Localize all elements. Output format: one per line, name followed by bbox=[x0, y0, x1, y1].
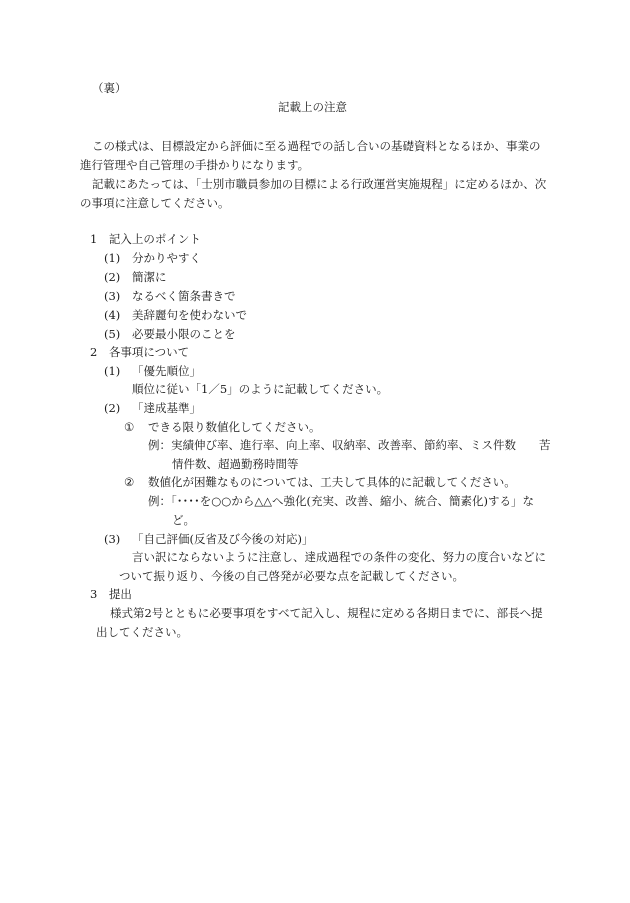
section-3-text: 様式第2号とともに必要事項をすべて記入し、規程に定める各期日までに、部長へ提 bbox=[110, 606, 543, 620]
example-line: 例：「････を○○から△△へ強化(充実、改善、縮小、統合、簡素化)する」な bbox=[148, 494, 534, 508]
list-item-number: (3) bbox=[104, 289, 121, 303]
circled-number: ② bbox=[124, 475, 135, 489]
list-item-number: (4) bbox=[104, 308, 121, 322]
list-item-text: 必要最小限のことを bbox=[132, 327, 236, 341]
list-item-text: 「達成基準」 bbox=[132, 401, 201, 415]
intro-line: この様式は、目標設定から評価に至る過程での話し合いの基礎資料となるほか、事業の bbox=[92, 139, 541, 153]
list-item-number: (2) bbox=[104, 270, 121, 284]
list-item-number: (1) bbox=[104, 251, 121, 265]
intro-line: の事項に注意してください。 bbox=[80, 196, 230, 210]
item-note: 順位に従い「1／5」のように記載してください。 bbox=[132, 382, 389, 396]
page-title: 記載上の注意 bbox=[278, 100, 347, 114]
section-2-heading: 2 各事項について bbox=[90, 345, 190, 359]
section-3-heading: 3 提出 bbox=[90, 587, 132, 601]
example-line: 情件数、超過勤務時間等 bbox=[172, 457, 299, 471]
list-item-text: 「優先順位」 bbox=[132, 364, 201, 378]
example-line: 例：実績伸び率、進行率、向上率、収納率、改善率、節約率、ミス件数 苦 bbox=[148, 438, 551, 452]
list-item-number: (5) bbox=[104, 327, 121, 341]
list-item-text: 簡潔に bbox=[132, 270, 167, 284]
intro-line: 記載にあたっては、「士別市職員参加の目標による行政運営実施規程」に定めるほか、次 bbox=[92, 177, 547, 191]
list-item-text: 分かりやすく bbox=[132, 251, 201, 265]
section-3-text: 出してください。 bbox=[96, 625, 188, 639]
list-item-text: なるべく箇条書きで bbox=[132, 289, 236, 303]
list-item-number: (2) bbox=[104, 401, 121, 415]
item-description: ついて振り返り、今後の自己啓発が必要な点を記載してください。 bbox=[119, 569, 464, 583]
item-description: 言い訳にならないように注意し、達成過程での条件の変化、努力の度合いなどに bbox=[132, 550, 546, 564]
circled-number: ① bbox=[124, 420, 135, 434]
sub-item-text: できる限り数値化してください。 bbox=[148, 420, 321, 434]
example-line: ど。 bbox=[172, 513, 195, 527]
intro-line: 進行管理や自己管理の手掛かりになります。 bbox=[80, 158, 310, 172]
section-1-heading: 1 記入上のポイント bbox=[90, 232, 201, 246]
back-side-label: （裏） bbox=[92, 81, 127, 95]
list-item-text: 美辞麗句を使わないで bbox=[132, 308, 247, 322]
list-item-text: 「自己評価(反省及び今後の対応)」 bbox=[132, 532, 314, 546]
list-item-number: (3) bbox=[104, 532, 121, 546]
sub-item-text: 数値化が困難なものについては、工夫して具体的に記載してください。 bbox=[148, 475, 516, 489]
list-item-number: (1) bbox=[104, 364, 121, 378]
